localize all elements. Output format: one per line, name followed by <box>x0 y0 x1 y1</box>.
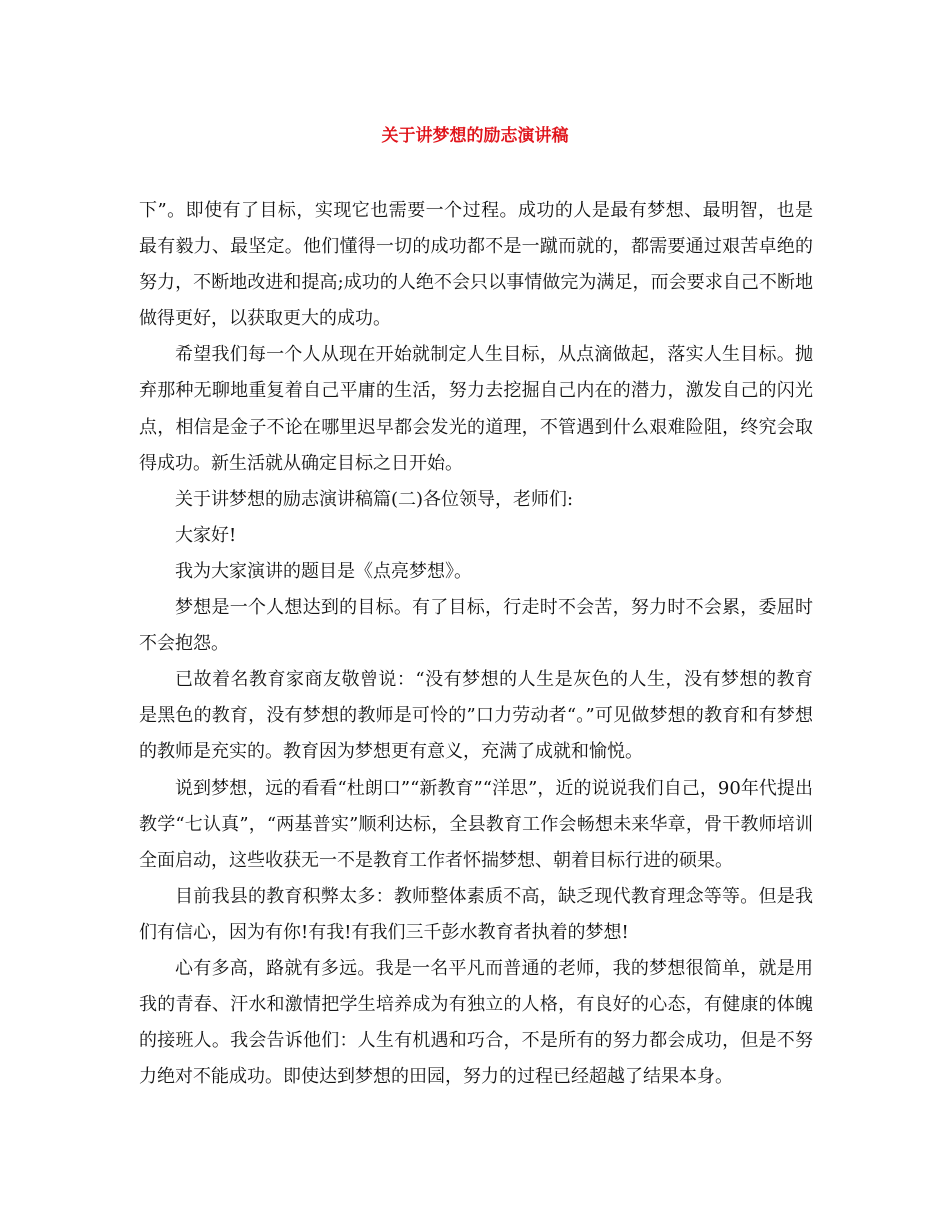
document-title: 关于讲梦想的励志演讲稿 <box>381 126 569 146</box>
body-paragraph: 心有多高，路就有多远。我是一名平凡而普通的老师，我的梦想很简单，就是用我的青春、汗水和激情把学生培养成为有独立的人格，有良好的心态，有健康的体魄的接班人。我会告诉他们：人生有机遇和巧合，不是所有的努力都会成功，但是不努力绝对不能成功。即使达到梦想的田园，努力的过程已经超越了结果本身。 <box>139 957 813 1088</box>
document-body <box>139 193 813 1095</box>
body-paragraph: 希望我们每一个人从现在开始就制定人生目标，从点滴做起，落实人生目标。抛弃那种无聊地重复着自己平庸的生活，努力去挖掘自己内在的潜力，激发自己的闪光点，相信是金子不论在哪里迟早都会发光的道理，不管遇到什么艰难险阻，终究会取得成功。新生活就从确定目标之日开始。 <box>139 344 813 474</box>
body-paragraph: 说到梦想，远的看看“杜朗口”“新教育”“洋思”，近的说说我们自己，90年代提出教学“七认真”，“两基普实”顺利达标，全县教育工作会畅想未来华章，骨干教师培训全面启动，这些收获无一不是教育工作者怀揣梦想、朝着目标行进的硕果。 <box>139 777 813 871</box>
body-paragraph: 我为大家演讲的题目是《点亮梦想》。 <box>175 560 472 582</box>
body-paragraph: 大家好! <box>175 524 237 546</box>
body-paragraph: 关于讲梦想的励志演讲稿篇(二)各位领导，老师们: <box>175 488 574 510</box>
body-paragraph: 目前我县的教育积弊太多：教师整体素质不高，缺乏现代教育理念等等。但是我们有信心，因为有你!有我!有我们三千彭水教育者执着的梦想! <box>139 885 813 943</box>
body-paragraph: 梦想是一个人想达到的目标。有了目标，行走时不会苦，努力时不会累，委屈时不会抱怨。 <box>139 597 813 655</box>
body-paragraph: 已故着名教育家商友敬曾说：“没有梦想的人生是灰色的人生，没有梦想的教育是黑色的教育，没有梦想的教师是可怜的”口力劳动者“。”可见做梦想的教育和有梦想的教师是充实的。教育因为梦想更有意义，充满了成就和愉悦。 <box>139 669 813 763</box>
body-paragraph: 下”。即使有了目标，实现它也需要一个过程。成功的人是最有梦想、最明智，也是最有毅力、最坚定。他们懂得一切的成功都不是一蹴而就的，都需要通过艰苦卓绝的努力，不断地改进和提高;成功的人绝不会只以事情做完为满足，而会要求自己不断地做得更好，以获取更大的成功。 <box>139 200 813 330</box>
